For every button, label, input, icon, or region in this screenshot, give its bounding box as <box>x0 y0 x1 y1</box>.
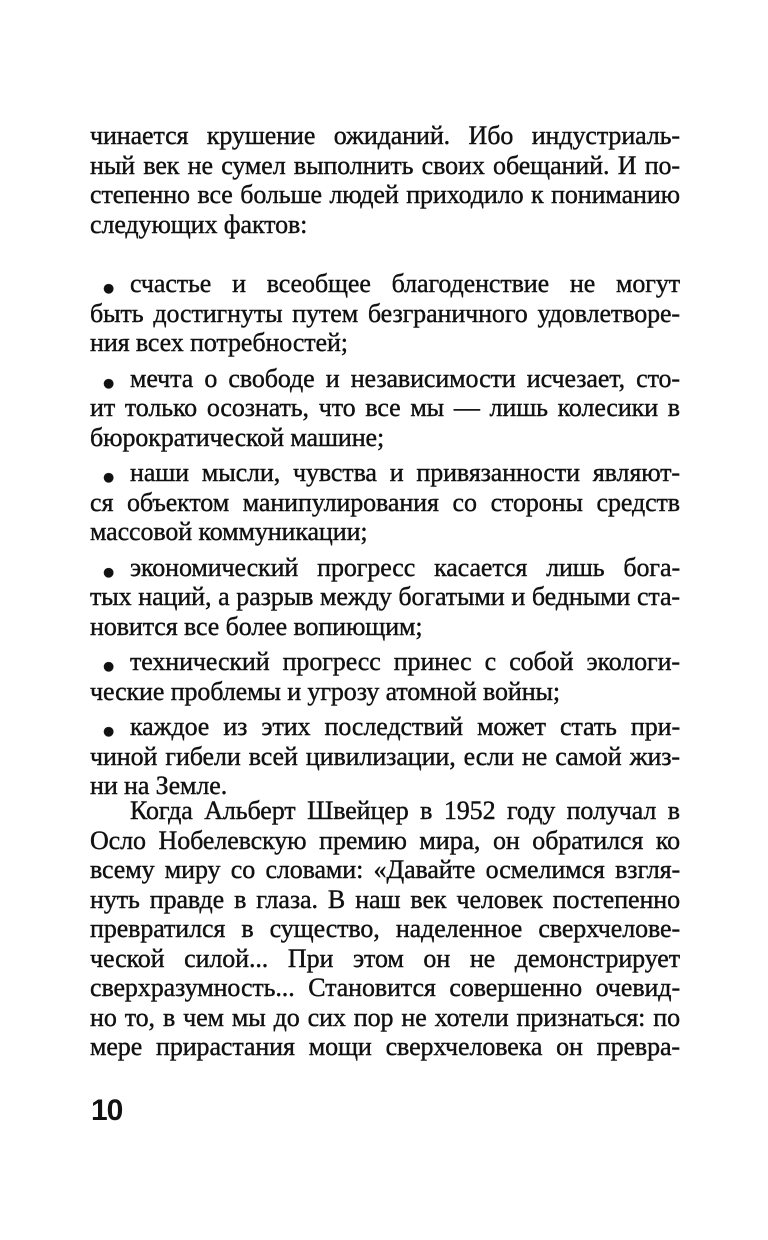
list-item <box>90 364 680 453</box>
text-line: ния всех потребностей; <box>90 328 348 357</box>
bullet-icon: ● <box>102 718 116 743</box>
text-line: ческие проблемы и угрозу атомной войны; <box>90 676 561 706</box>
text-line: ный век не сумел выполнить своих обещаний. И по- <box>90 150 680 180</box>
list-item <box>90 712 680 801</box>
bullet-icon: ● <box>102 275 116 300</box>
text-line: наши мысли, чувства и привязанности являют- <box>130 458 680 487</box>
text-line: технический прогресс принес с собой экологи- <box>130 647 680 676</box>
text-line: чиной гибели всей цивилизации, если не самой жиз- <box>90 741 680 771</box>
text-line: следующих фактов: <box>90 209 308 239</box>
text-line: ни на Земле. <box>90 771 228 800</box>
text-line: мере прирастания мощи сверхчеловека он превра- <box>90 1032 680 1061</box>
text-line: каждое из этих последствий может стать при- <box>130 712 680 741</box>
text-line: нуть правде в глаза. В наш век человек постепенно <box>90 884 680 914</box>
text-line: Осло Нобелевскую премию мира, он обратился ко <box>90 825 680 855</box>
text-line: счастье и всеобщее благоденствие не могут <box>130 269 680 298</box>
text-line: быть достигнуты путем безграничного удовлетворе- <box>90 298 680 328</box>
text-line: экономический прогресс касается лишь бога- <box>130 552 680 582</box>
text-line: тых наций, а разрыв между богатыми и бедными ста- <box>90 582 680 611</box>
text-line: но то, в чем мы до сих пор не хотели признаться: по <box>90 1002 680 1032</box>
text-line: ит только осознать, что все мы — лишь колесики в <box>90 393 680 422</box>
text-line: бюрократической машине; <box>90 422 385 452</box>
bullet-icon: ● <box>102 464 116 489</box>
text-line: ческой силой... При этом он не демонстрирует <box>90 943 680 973</box>
schweitzer-paragraph <box>90 796 680 1062</box>
text-line: ся объектом манипулирования со стороны средств <box>90 487 680 517</box>
intro-paragraph <box>90 121 680 239</box>
bullet-icon: ● <box>102 653 116 678</box>
bullet-list <box>90 269 680 807</box>
text-line: степенно все больше людей приходило к пониманию <box>90 180 680 209</box>
text-line: мечта о свободе и независимости исчезает, сто- <box>130 363 680 393</box>
text-line: новится все более вопиющим; <box>90 611 423 641</box>
text-line: Когда Альберт Швейцер в 1952 году получал в <box>130 796 680 825</box>
text-line: массовой коммуникации; <box>90 517 368 546</box>
bullet-icon: ● <box>102 558 116 584</box>
page-number: 10 <box>91 1094 123 1127</box>
list-item <box>90 458 680 547</box>
list-item <box>90 647 680 706</box>
list-item <box>90 269 680 358</box>
bullet-icon: ● <box>102 369 116 395</box>
text-line: превратился в существо, наделенное сверхчелове- <box>90 914 680 943</box>
text-line: сверхразумность... Становится совершенно очевид- <box>90 973 680 1002</box>
text-line: чинается крушение ожиданий. Ибо индустриаль- <box>90 121 680 150</box>
list-item <box>90 553 680 642</box>
text-line: всему миру со словами: «Давайте осмелимся взгля- <box>90 855 680 884</box>
